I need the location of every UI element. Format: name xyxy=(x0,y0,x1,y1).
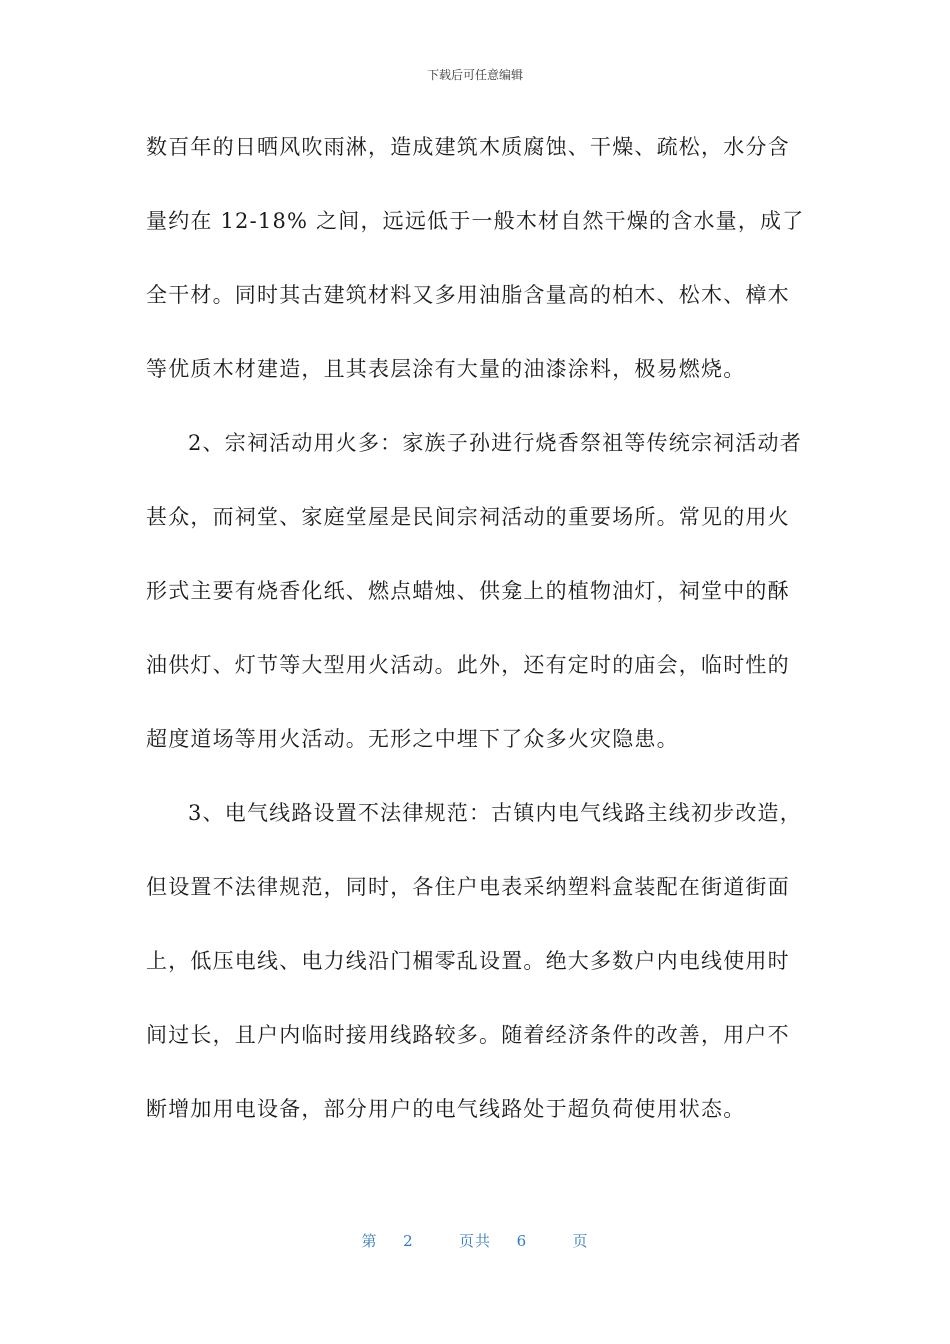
body-line: 油供灯、灯节等大型用火活动。此外，还有定时的庙会，临时性的 xyxy=(146,653,790,677)
body-line: 量约在 12-18% 之间，远远低于一般木材自然干燥的含水量，成了 xyxy=(146,209,805,233)
body-line: 间过长，且户内临时接用线路较多。随着经济条件的改善，用户不 xyxy=(146,1023,790,1047)
document-body xyxy=(146,128,806,1164)
footer-prefix: 第 xyxy=(361,1232,378,1250)
paragraph-2-first-line: 2、宗祠活动用火多：家族子孙进行烧香祭祖等传统宗祠活动者 xyxy=(188,431,802,455)
page-header: 下载后可任意编辑 xyxy=(426,68,523,82)
page-footer xyxy=(0,1230,950,1251)
body-line: 断增加用电设备，部分用户的电气线路处于超负荷使用状态。 xyxy=(146,1097,746,1121)
body-line: 形式主要有烧香化纸、燃点蜡烛、供龛上的植物油灯，祠堂中的酥 xyxy=(146,579,790,603)
body-line: 等优质木材建造，且其表层涂有大量的油漆涂料，极易燃烧。 xyxy=(146,357,746,381)
paragraph-3-first-line: 3、电气线路设置不法律规范：古镇内电气线路主线初步改造， xyxy=(188,801,802,825)
body-line: 但设置不法律规范，同时，各住户电表采纳塑料盒装配在街道街面 xyxy=(146,875,790,899)
body-line: 甚众，而祠堂、家庭堂屋是民间宗祠活动的重要场所。常见的用火 xyxy=(146,505,790,529)
footer-total-pages: 6 xyxy=(516,1232,528,1250)
body-line: 超度道场等用火活动。无形之中埋下了众多火灾隐患。 xyxy=(146,727,679,751)
footer-suffix: 页 xyxy=(572,1232,589,1250)
footer-middle: 页共 xyxy=(458,1232,491,1250)
footer-page-number: 2 xyxy=(403,1232,414,1250)
body-line: 上，低压电线、电力线沿门楣零乱设置。绝大多数户内电线使用时 xyxy=(146,949,790,973)
body-line: 数百年的日晒风吹雨淋，造成建筑木质腐蚀、干燥、疏松，水分含 xyxy=(146,135,790,159)
body-line: 全干材。同时其古建筑材料又多用油脂含量高的柏木、松木、樟木 xyxy=(146,283,790,307)
